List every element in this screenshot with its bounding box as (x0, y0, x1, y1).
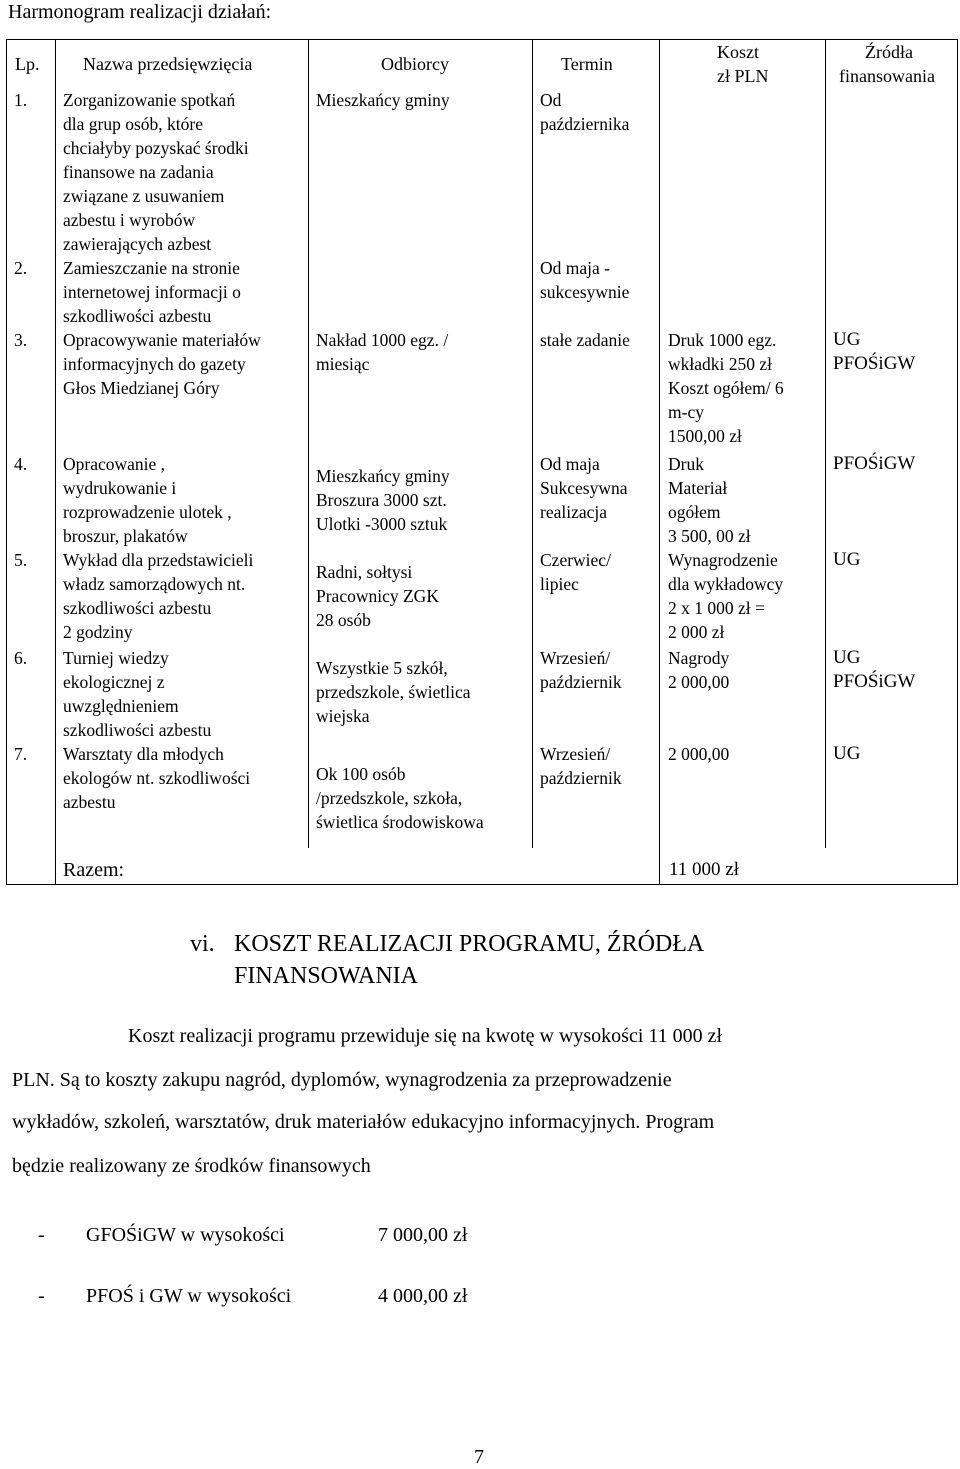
recipients: wiejska (316, 706, 370, 726)
column-divider (825, 40, 826, 848)
cost: ogółem (668, 502, 721, 522)
task-name: Wykład dla przedstawicieli (63, 550, 254, 570)
header-cost-unit: zł PLN (717, 66, 769, 86)
task-name: Turniej wiedzy (63, 648, 169, 668)
cost: wkładki 250 zł (668, 354, 773, 374)
task-name: chciałyby pozyskać środki (63, 138, 249, 158)
header-recipients: Odbiorcy (381, 54, 449, 74)
recipients: Nakład 1000 egz. / (316, 330, 449, 350)
column-divider (659, 40, 660, 884)
cost: dla wykładowcy (668, 574, 784, 594)
header-cost: Koszt (717, 42, 759, 62)
cost: Nagrody (668, 648, 730, 668)
term: październik (540, 672, 622, 692)
task-name: szkodliwości azbestu (63, 306, 212, 326)
funding-item (38, 1284, 468, 1308)
section-number: vi. (190, 931, 215, 957)
funding-source: UG (833, 329, 861, 350)
term: Wrzesień/ (540, 744, 611, 764)
funding-source: PFOŚiGW (833, 453, 916, 474)
task-name: uwzględnieniem (63, 696, 179, 716)
task-name: Opracowywanie materiałów (63, 330, 261, 350)
task-name: Głos Miedzianej Góry (63, 378, 220, 398)
page-title: Harmonogram realizacji działań: (8, 1, 272, 23)
funding-source: UG (833, 647, 861, 668)
task-name: wydrukowanie i (63, 478, 177, 498)
funding-source: UG (833, 743, 861, 764)
header-source: Źródła (865, 42, 913, 62)
task-name: dla grup osób, które (63, 114, 203, 134)
term: Od maja (540, 454, 600, 474)
row-number: 6. (14, 648, 28, 668)
task-name: zawierających azbest (63, 234, 212, 254)
task-name: internetowej informacji o (63, 282, 241, 302)
funding-amount: 7 000,00 zł (378, 1224, 468, 1246)
funding-label: PFOŚ i GW w wysokości (86, 1285, 292, 1307)
dash-marker: - (38, 1224, 45, 1246)
cost: 2 000,00 (668, 744, 730, 764)
task-name: finansowe na zadania (63, 162, 214, 182)
paragraph-line: Koszt realizacji programu przewiduje się na kwotę w wysokości 11 000 zł (128, 1025, 723, 1047)
task-name: rozprowadzenie ulotek , (63, 502, 232, 522)
recipients: Broszura 3000 szt. (316, 490, 447, 510)
funding-item (38, 1223, 468, 1247)
row-number: 1. (14, 90, 28, 110)
cost: Materiał (668, 478, 728, 498)
term: Od (540, 90, 562, 110)
header-term: Termin (561, 54, 613, 74)
paragraph-line: PLN. Są to koszty zakupu nagród, dyplomów, wynagrodzenia za przeprowadzenie (12, 1069, 672, 1091)
cost: Koszt ogółem/ 6 (668, 378, 784, 398)
column-divider (308, 40, 309, 848)
section-heading (190, 928, 704, 992)
row-number: 2. (14, 258, 28, 278)
paragraph-line: będzie realizowany ze środków finansowych (12, 1155, 371, 1177)
term: Wrzesień/ (540, 648, 611, 668)
cost: 2 x 1 000 zł = (668, 598, 765, 618)
term: sukcesywnie (540, 282, 630, 302)
row-number: 3. (14, 330, 28, 350)
term: Od maja - (540, 258, 610, 278)
funding-source: PFOŚiGW (833, 671, 916, 692)
task-name: szkodliwości azbestu (63, 720, 212, 740)
header-name: Nazwa przedsięwzięcia (83, 54, 253, 74)
recipients: Radni, sołtysi (316, 562, 413, 582)
recipients: Pracownicy ZGK (316, 586, 439, 606)
total-value: 11 000 zł (669, 859, 740, 880)
cost: 1500,00 zł (668, 426, 742, 446)
cost: 3 500, 00 zł (668, 526, 751, 546)
task-name: ekologów nt. szkodliwości (63, 768, 251, 788)
page-number: 7 (474, 1446, 484, 1468)
recipients: 28 osób (316, 610, 371, 630)
recipients: Mieszkańcy gminy (316, 90, 450, 110)
task-name: azbestu (63, 792, 116, 812)
task-name: szkodliwości azbestu (63, 598, 212, 618)
term: Czerwiec/ (540, 550, 611, 570)
task-name: Zorganizowanie spotkań (63, 90, 236, 110)
task-name: Opracowanie , (63, 454, 166, 474)
term: lipiec (540, 574, 579, 594)
column-divider (532, 40, 533, 848)
term: październik (540, 768, 622, 788)
recipients: świetlica środowiskowa (316, 812, 484, 832)
cost: Wynagrodzenie (668, 550, 778, 570)
recipients: Wszystkie 5 szkół, (316, 658, 448, 678)
total-label: Razem: (63, 859, 125, 881)
recipients: przedszkole, świetlica (316, 682, 471, 702)
recipients: Ulotki -3000 sztuk (316, 514, 448, 534)
cost: 2 000 zł (668, 622, 725, 642)
task-name: związane z usuwaniem (63, 186, 225, 206)
paragraph-line: wykładów, szkoleń, warsztatów, druk materiałów edukacyjno informacyjnych. Program (12, 1111, 715, 1133)
funding-amount: 4 000,00 zł (378, 1285, 468, 1307)
row-number: 7. (14, 744, 28, 764)
term: października (540, 114, 630, 134)
cost: m-cy (668, 402, 704, 422)
term: realizacja (540, 502, 608, 522)
cost: Druk (668, 454, 704, 474)
task-name: władz samorządowych nt. (63, 574, 246, 594)
task-name: informacyjnych do gazety (63, 354, 246, 374)
recipients: miesiąc (316, 354, 370, 374)
column-divider (55, 40, 56, 884)
row-number: 4. (14, 454, 28, 474)
header-source-2: finansowania (839, 66, 935, 86)
task-name: 2 godziny (63, 622, 133, 642)
funding-source: PFOŚiGW (833, 353, 916, 374)
schedule-table (6, 39, 958, 885)
term: stałe zadanie (540, 330, 630, 350)
recipients: /przedszkole, szkoła, (316, 788, 463, 808)
task-name: Zamieszczanie na stronie (63, 258, 240, 278)
row-number: 5. (14, 550, 28, 570)
header-lp: Lp. (15, 54, 40, 74)
recipients: Mieszkańcy gminy (316, 466, 450, 486)
section-title-line2: FINANSOWANIA (234, 963, 418, 989)
cost: Druk 1000 egz. (668, 330, 777, 350)
funding-label: GFOŚiGW w wysokości (86, 1224, 285, 1246)
task-name: broszur, plakatów (63, 526, 188, 546)
task-name: ekologicznej z (63, 672, 165, 692)
recipients: Ok 100 osób (316, 764, 406, 784)
term: Sukcesywna (540, 478, 628, 498)
cost: 2 000,00 (668, 672, 730, 692)
section-title-line1: KOSZT REALIZACJI PROGRAMU, ŹRÓDŁA (234, 931, 705, 957)
funding-source: UG (833, 549, 861, 570)
task-name: Warsztaty dla młodych (63, 744, 224, 764)
dash-marker: - (38, 1285, 45, 1307)
task-name: azbestu i wyrobów (63, 210, 196, 230)
